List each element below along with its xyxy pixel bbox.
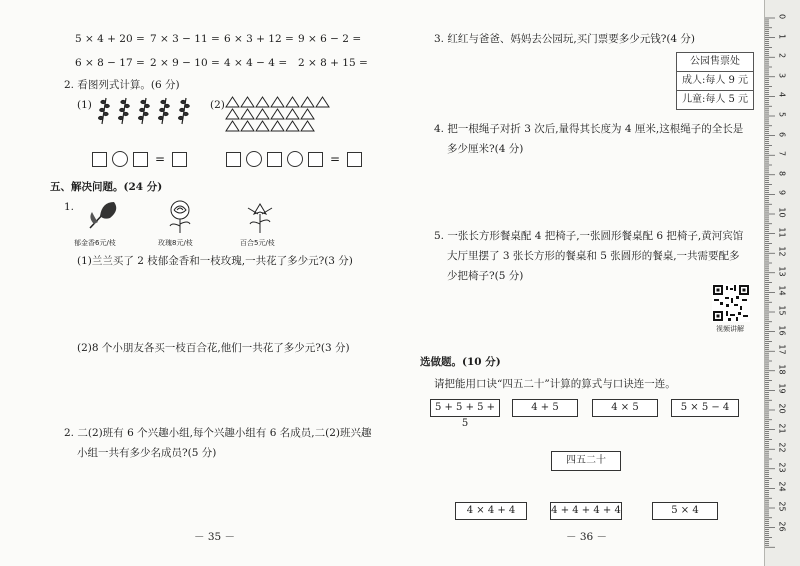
triangle <box>271 109 284 119</box>
ruler-number: 0 <box>777 13 787 20</box>
section-5-title: 五、解决问题。(24 分) <box>50 181 163 193</box>
triangle <box>286 97 299 107</box>
wheat-grain <box>104 113 108 116</box>
ruler-number: 7 <box>777 151 787 157</box>
choice-instruction: 请把能用口诀“四五二十”计算的算式与口诀连一连。 <box>434 378 676 390</box>
bottom-box-3[interactable]: 5 × 4 <box>652 502 718 520</box>
ruler-number: 15 <box>777 305 787 316</box>
answer-square[interactable] <box>133 152 148 167</box>
lily-icon <box>240 198 280 234</box>
arith-1-2: 7 × 3 − 11 = <box>150 33 220 45</box>
wheat-grain <box>141 101 145 104</box>
wheat-grain <box>179 117 183 120</box>
wheat-grain <box>125 105 129 108</box>
triangle <box>271 121 284 131</box>
triangle <box>286 121 299 131</box>
wheat-grain <box>101 101 105 104</box>
rose-icon <box>160 198 200 234</box>
triangle <box>226 97 239 107</box>
ruler-number: 23 <box>777 462 787 473</box>
answer-square[interactable] <box>308 152 323 167</box>
sign-title: 公园售票处 <box>677 53 753 72</box>
answer-template-1 <box>92 151 187 167</box>
wheat-grain <box>119 117 123 120</box>
wheat-grain <box>121 101 125 104</box>
triangle <box>241 121 254 131</box>
sign-child: 儿童:每人 5 元 <box>681 94 749 105</box>
page-number-left: － 35 － <box>194 531 236 543</box>
center-box[interactable]: 四五二十 <box>551 451 621 471</box>
wheat-grain <box>164 113 168 116</box>
triangle <box>241 97 254 107</box>
wheat-grain <box>161 101 165 104</box>
wheat-grain <box>181 101 185 104</box>
qr-caption: 视频讲解 <box>716 325 744 333</box>
triangle <box>316 97 329 107</box>
ruler-number: 10 <box>777 207 787 218</box>
arith-2-1: 6 × 8 − 17 = <box>75 57 145 69</box>
ruler-number: 3 <box>777 72 787 78</box>
tulip-caption: 郁金香6元/枝 <box>74 239 116 247</box>
wheat-grain <box>100 109 104 112</box>
ruler-number: 26 <box>777 521 787 532</box>
q5-line-1: 5. 一张长方形餐桌配 4 把椅子,一张圆形餐桌配 6 把椅子,黄河宾馆 <box>434 230 744 242</box>
ruler-number: 5 <box>777 111 787 118</box>
ruler-number: 21 <box>777 423 787 434</box>
wheat-grain <box>99 117 103 120</box>
ruler-number: 4 <box>777 92 787 98</box>
tulip-icon <box>80 198 130 234</box>
rose-caption: 玫瑰8元/枝 <box>158 239 193 247</box>
wheat-grain <box>144 113 148 116</box>
q1-part-2: (2)8 个小朋友各买一枝百合花,他们一共花了多少元?(3 分) <box>77 342 350 354</box>
ticket-sign <box>676 52 754 110</box>
wheat-grain <box>160 109 164 112</box>
ruler-number: 20 <box>777 403 787 414</box>
q2-label-1: (1) <box>77 99 92 111</box>
choice-title: 选做题。(10 分) <box>420 356 501 368</box>
operator-circle[interactable] <box>112 151 128 167</box>
arith-1-1: 5 × 4 + 20 = <box>75 33 145 45</box>
q3-text: 3. 红红与爸爸、妈妈去公园玩,买门票要多少元钱?(4 分) <box>434 33 696 45</box>
qr-code-icon[interactable] <box>712 284 752 322</box>
top-box-4[interactable]: 5 × 5 − 4 <box>671 399 739 417</box>
ruler-number: 17 <box>777 344 787 355</box>
ruler-number: 1 <box>777 33 787 39</box>
top-box-3[interactable]: 4 × 5 <box>592 399 658 417</box>
arith-2-4: 2 × 8 + 15 = <box>298 57 368 69</box>
answer-square[interactable] <box>92 152 107 167</box>
q2-line-2: 小组一共有多少名成员?(5 分) <box>77 447 217 459</box>
triangle-grid <box>225 96 345 132</box>
ruler <box>764 0 800 566</box>
q1-number: 1. <box>64 201 75 213</box>
q2-label-2: (2) <box>210 99 225 111</box>
lily-caption: 百合5元/枝 <box>240 239 275 247</box>
q1-part-1: (1)兰兰买了 2 枝郁金香和一枝玫瑰,一共花了多少元?(3 分) <box>77 255 353 267</box>
sign-adult: 成人:每人 9 元 <box>677 72 753 91</box>
answer-square[interactable] <box>267 152 282 167</box>
ruler-number: 22 <box>777 442 787 453</box>
wheat-grain <box>145 105 149 108</box>
ruler-number: 25 <box>777 501 787 512</box>
triangle <box>271 97 284 107</box>
wheat-grain <box>180 109 184 112</box>
q5-line-3: 少把椅子?(5 分) <box>447 270 524 282</box>
triangle <box>301 121 314 131</box>
wheat-grain <box>120 109 124 112</box>
triangle <box>226 109 239 119</box>
wheat-grain <box>140 109 144 112</box>
ruler-number: 14 <box>777 285 787 296</box>
triangle <box>301 97 314 107</box>
ruler-number: 11 <box>777 227 787 238</box>
ruler-number: 2 <box>777 53 787 59</box>
wheat-grain <box>105 105 109 108</box>
q4-line-2: 多少厘米?(4 分) <box>447 143 524 155</box>
q5-line-2: 大厅里摆了 3 张长方形的餐桌和 5 张圆形的餐桌,一共需要配多 <box>447 250 740 262</box>
ruler-number: 9 <box>777 190 787 196</box>
wheat-grain <box>124 113 128 116</box>
ruler-number: 12 <box>777 246 787 257</box>
answer-square[interactable] <box>226 152 241 167</box>
ruler-number: 18 <box>777 364 787 375</box>
ruler-number: 16 <box>777 325 787 336</box>
equals-sign: = <box>155 152 166 166</box>
triangle <box>256 121 269 131</box>
triangle <box>256 109 269 119</box>
equals-sign: = <box>330 152 341 166</box>
arith-1-3: 6 × 3 + 12 = <box>224 33 294 45</box>
answer-template-2 <box>226 151 362 167</box>
wheat-grain <box>165 105 169 108</box>
operator-circle[interactable] <box>246 151 262 167</box>
wheat-grain <box>185 105 189 108</box>
triangle <box>241 109 254 119</box>
q2-title: 2. 看图列式计算。(6 分) <box>64 79 180 91</box>
ruler-number: 8 <box>777 170 787 176</box>
answer-square[interactable] <box>347 152 362 167</box>
triangle <box>286 109 299 119</box>
wheat-grain <box>159 117 163 120</box>
arith-1-4: 9 × 6 − 2 = <box>298 33 362 45</box>
ruler-number: 13 <box>777 266 787 277</box>
bottom-box-2[interactable]: 4 + 4 + 4 + 4 <box>550 502 622 520</box>
operator-circle[interactable] <box>287 151 303 167</box>
top-box-2[interactable]: 4 + 5 <box>512 399 578 417</box>
top-box-1[interactable]: 5 + 5 + 5 + 5 <box>430 399 500 417</box>
wheat-grain <box>184 113 188 116</box>
arith-2-2: 2 × 9 − 10 = <box>150 57 220 69</box>
wheat-icons <box>94 96 194 126</box>
triangle <box>301 109 314 119</box>
wheat-grain <box>139 117 143 120</box>
q2-line-1: 2. 二(2)班有 6 个兴趣小组,每个兴趣小组有 6 名成员,二(2)班兴趣 <box>64 427 372 439</box>
arith-2-3: 4 × 4 − 4 = <box>224 57 288 69</box>
page-number-right: － 36 － <box>566 531 608 543</box>
triangle <box>256 97 269 107</box>
answer-square[interactable] <box>172 152 187 167</box>
ruler-number: 6 <box>777 131 787 137</box>
ruler-number: 24 <box>777 481 787 492</box>
q4-line-1: 4. 把一根绳子对折 3 次后,量得其长度为 4 厘米,这根绳子的全长是 <box>434 123 744 135</box>
ruler-number: 19 <box>777 383 787 394</box>
triangle <box>226 121 239 131</box>
bottom-box-1[interactable]: 4 × 4 + 4 <box>455 502 527 520</box>
